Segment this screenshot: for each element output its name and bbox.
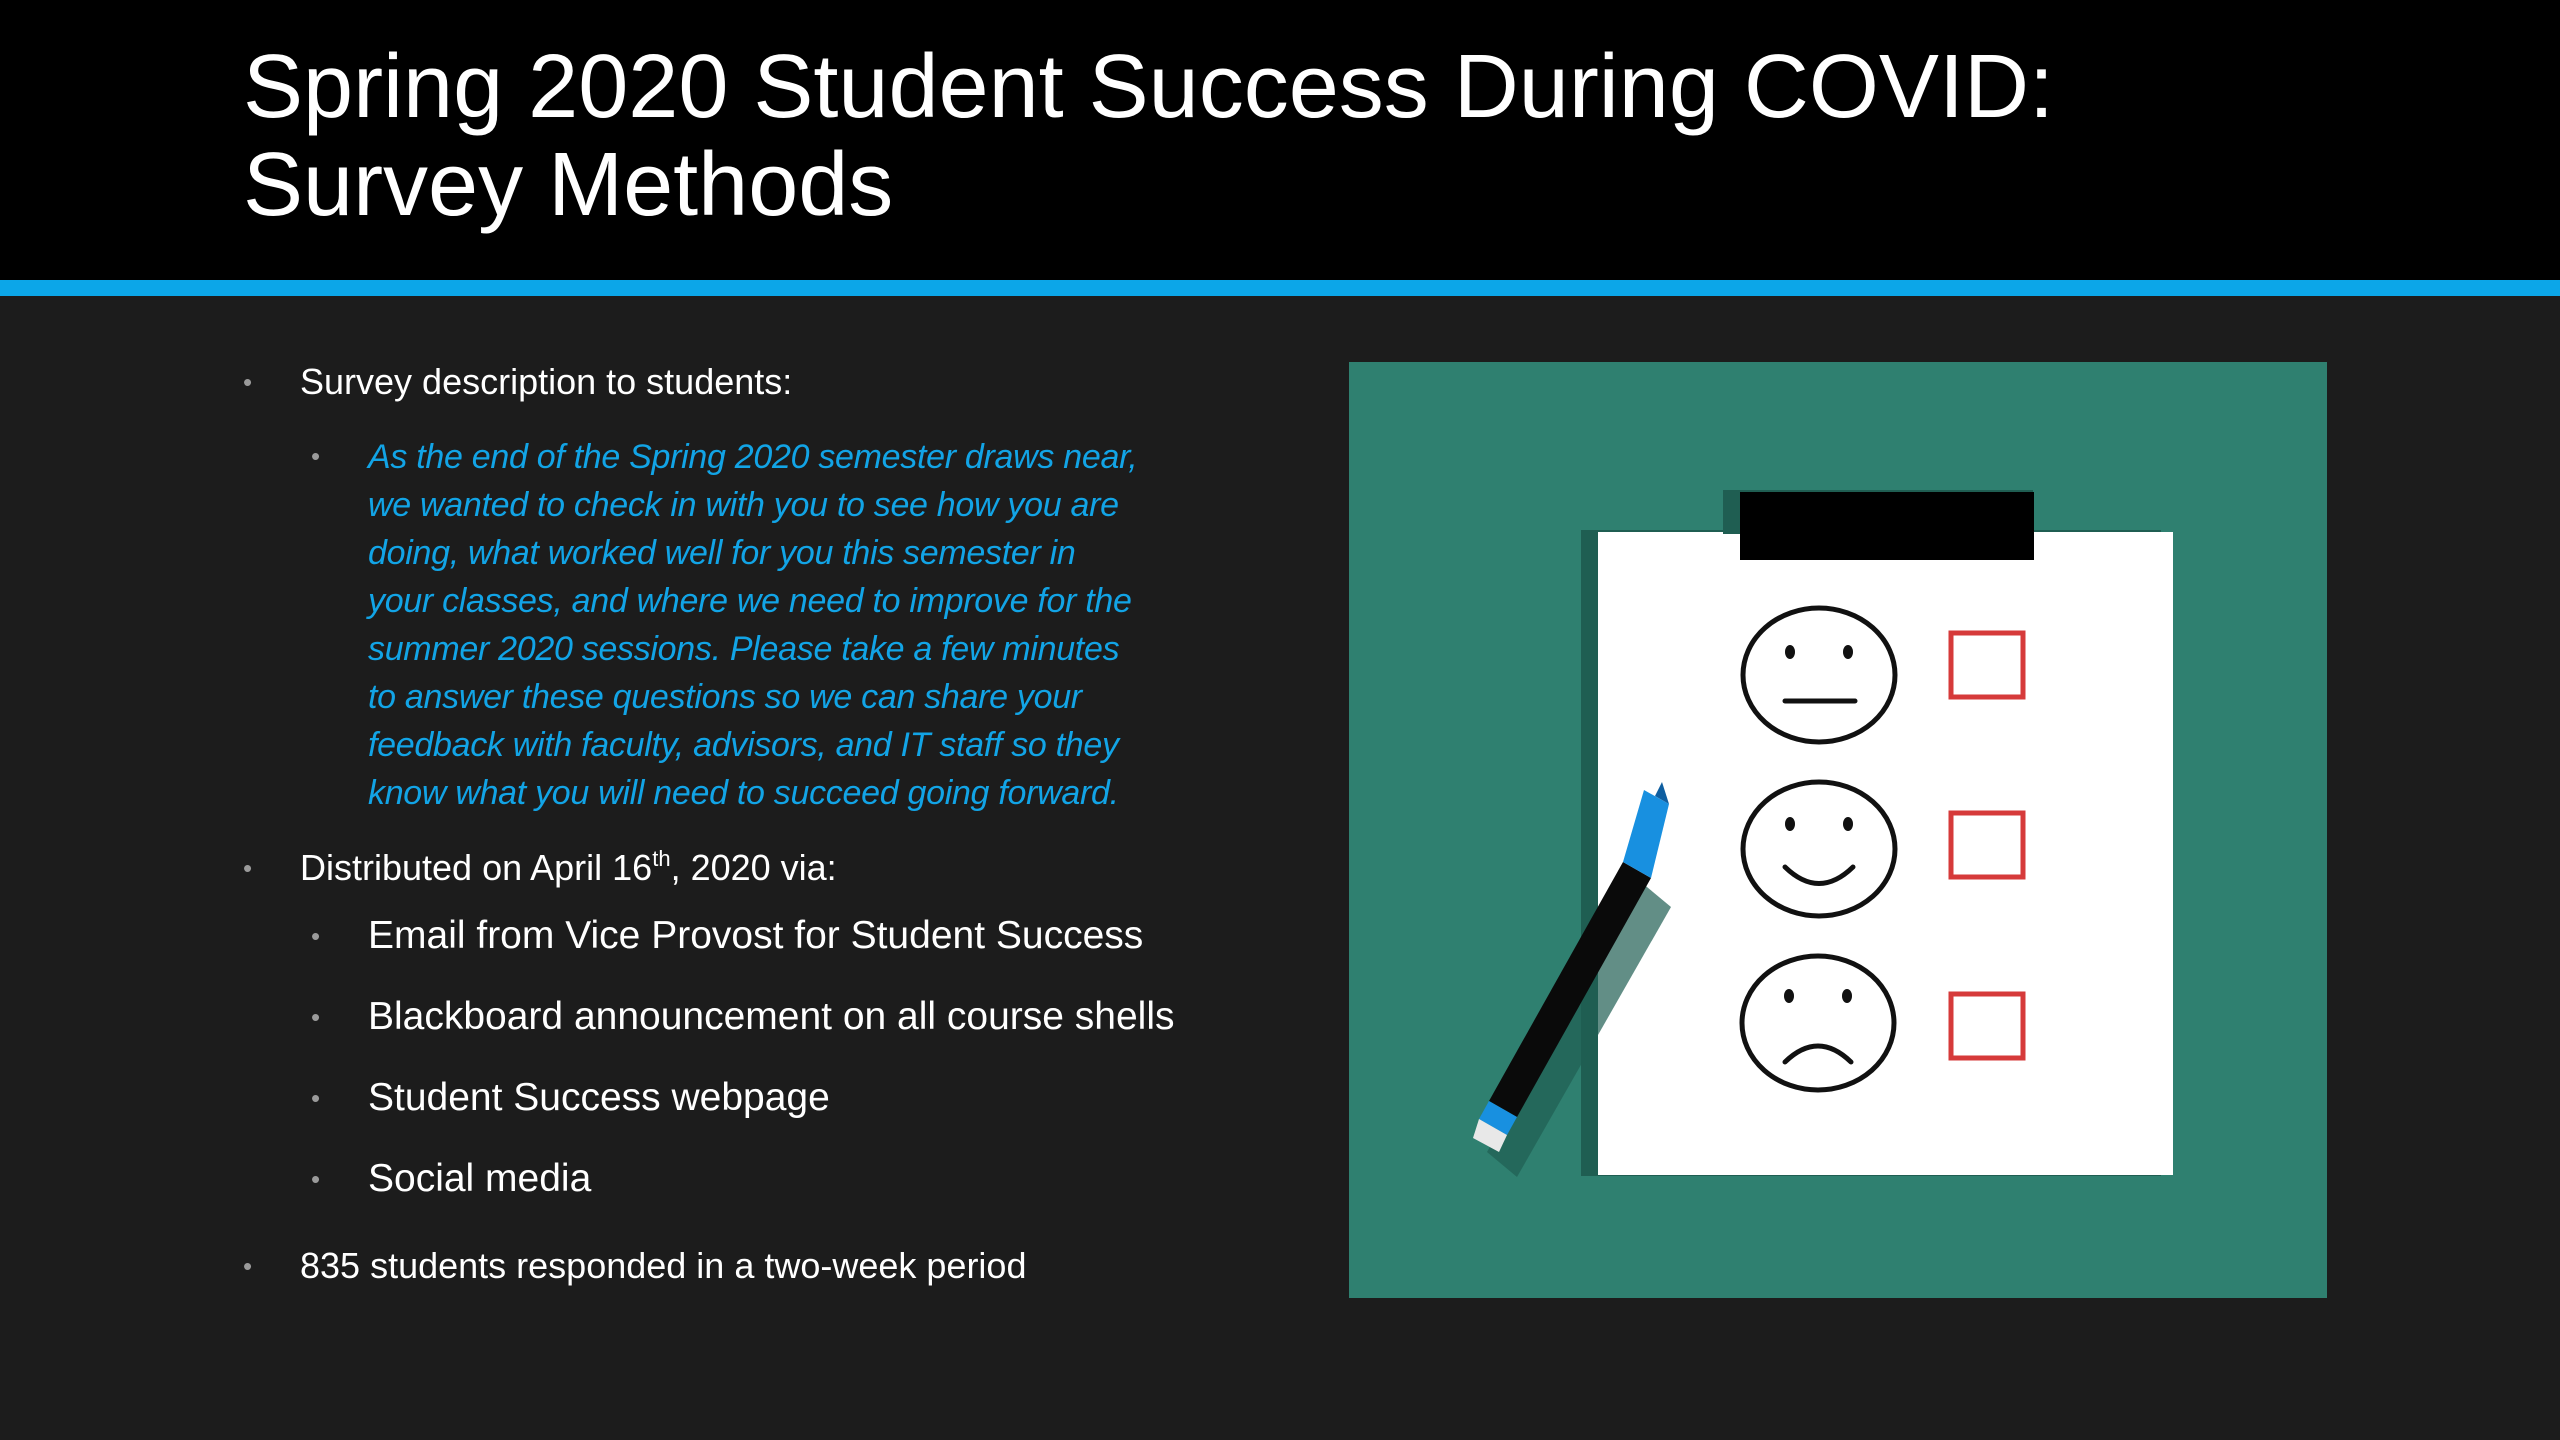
- slide-header: [0, 0, 2560, 280]
- bullet-text: Survey description to students:: [300, 361, 793, 402]
- survey-quote-text: As the end of the Spring 2020 semester draws near, we wanted to check in with you to see how you are doing, what worked well for you this semester in your classes, and where we need to improve for the summer 2020 sessions. Please take a few minutes to answer these questions so we can share your feedback with faculty, advisors, and IT staff so they know what you will need to succeed going forward.: [368, 438, 1138, 812]
- bullet-list: [243, 360, 1243, 1286]
- distributed-prefix: Distributed on April 16: [300, 847, 653, 888]
- channel-item: [311, 1074, 1243, 1122]
- bullet-survey-description: [243, 360, 1243, 404]
- channel-item: [311, 993, 1243, 1041]
- bullet-description-quote: [311, 432, 1148, 816]
- survey-illustration-svg: [1349, 362, 2327, 1298]
- clip-icon: [1740, 492, 2034, 560]
- channel-label: Social media: [368, 1157, 592, 1200]
- channel-label: Blackboard announcement on all course shells: [368, 995, 1175, 1038]
- channel-label: Email from Vice Provost for Student Success: [368, 914, 1144, 957]
- bullet-responses: [243, 1244, 1243, 1288]
- channel-item: [311, 1155, 1243, 1203]
- slide-title: [243, 38, 2443, 234]
- title-line-1: Spring 2020 Student Success During COVID:: [243, 37, 2054, 137]
- channel-label: Student Success webpage: [368, 1076, 830, 1119]
- title-line-2: Survey Methods: [243, 135, 894, 235]
- bullet-text: 835 students responded in a two-week period: [300, 1245, 1027, 1286]
- header-accent-rule: [0, 280, 2560, 296]
- survey-illustration: [1349, 362, 2327, 1298]
- bullet-distributed: [243, 846, 1243, 890]
- clipboard-icon: [1598, 532, 2173, 1175]
- channel-item: [311, 912, 1243, 960]
- distributed-ordinal: th: [652, 846, 671, 871]
- distributed-suffix: , 2020 via:: [670, 847, 837, 888]
